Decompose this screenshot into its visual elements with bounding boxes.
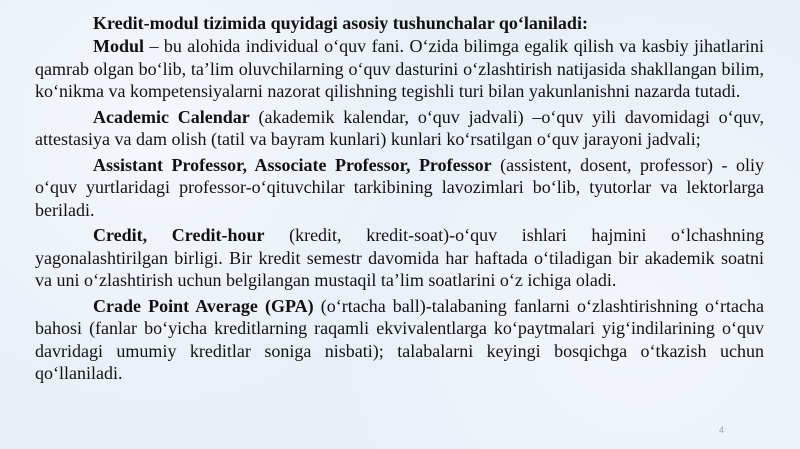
definition-modul: – bu alohida individual o‘quv fani. O‘zida bilimga egalik qilish va kasbiy jihatlarini qamrab olgan bo‘lib, ta’lim oluvchilarning o‘quv dasturini o‘zlashtirish natijasida shakllangan bilim, ko‘nikma va kompetensiyalarni nazorat qilishning tegishli turi bilan yakunlanishni nazarda tutadi. [35, 36, 764, 101]
definition-credit: (kredit, kredit-soat)-o‘quv ishlari hajmini o‘lchashning yagonalashtirilgan birligi. Bir kredit semestr davomida har haftada o‘tiladigan bir akademik soatni va uni o‘zlashtirish uchun belgilangan mustaqil ta’lim soatlarini o‘z ichiga oladi. [35, 225, 764, 290]
term-modul: Modul [93, 36, 145, 56]
definition-professor: (assistent, dosent, professor) - oliy o‘quv yurtlaridagi professor-o‘qituvchilar tarkibining lavozimlari bo‘lib, tyutorlar va lektorlarga beriladi. [35, 154, 764, 220]
paragraph-academic-calendar [35, 106, 764, 151]
term-credit: Credit, Credit-hour [93, 225, 265, 245]
slide-heading: Kredit-modul tizimida quyidagi asosiy tushunchalar qo‘laniladi: [93, 13, 588, 33]
term-academic-calendar: Academic Calendar [93, 106, 250, 127]
term-professor: Assistant Professor, Associate Professor, Professor [93, 154, 492, 175]
term-gpa: Crade Point Average (GPA) [93, 295, 314, 316]
paragraph-modul [35, 35, 764, 103]
paragraph-professor [35, 154, 764, 222]
definition-gpa: (o‘rtacha ball)-talabaning fanlarni o‘zlashtirishning o‘rtacha bahosi (fanlar bo‘yicha kreditlarning raqamli ekvivalentlarga ko‘paytmalari yig‘indilarining o‘quv davridagi umumiy kreditlar soniga nisbati); talabalarni keyingi bosqichga o‘tkazish uchun qo‘llaniladi. [35, 295, 764, 383]
paragraph-gpa [35, 295, 764, 385]
paragraph-credit [35, 224, 764, 292]
page-number: 4 [718, 425, 724, 435]
definition-academic-calendar: (akademik kalendar, o‘quv jadvali) –o‘quv yili davomidagi o‘quv, attestasiya va dam olish (tatil va bayram kunlari) kunlari ko‘rsatilgan o‘quv jarayoni jadvali; [35, 106, 764, 149]
